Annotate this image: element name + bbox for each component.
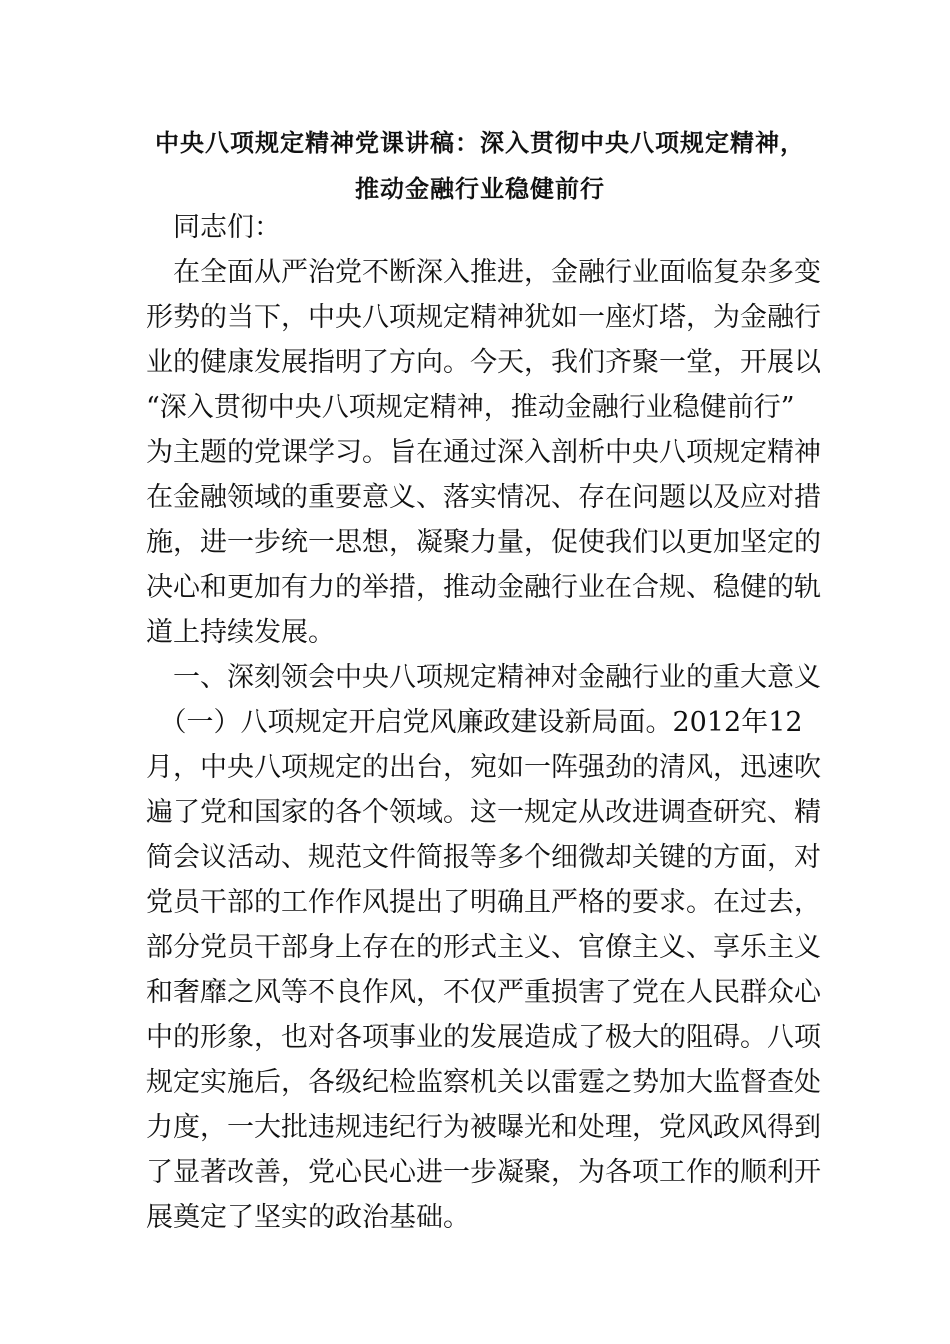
- body-line: 和奢靡之风等不良作风，不仅严重损害了党在人民群众心: [146, 977, 821, 1008]
- body-line: 在全面从严治党不断深入推进，金融行业面临复杂多变: [146, 257, 821, 288]
- body-line: 部分党员干部身上存在的形式主义、官僚主义、享乐主义: [146, 932, 821, 963]
- body-line: 施，进一步统一思想，凝聚力量，促使我们以更加坚定的: [146, 527, 821, 558]
- document-title-line-1: 中央八项规定精神党课讲稿：深入贯彻中央八项规定精神，: [155, 128, 805, 157]
- body-line: 形势的当下，中央八项规定精神犹如一座灯塔，为金融行: [146, 302, 821, 333]
- body-line: 了显著改善，党心民心进一步凝聚，为各项工作的顺利开: [146, 1157, 821, 1188]
- section-heading: 一、深刻领会中央八项规定精神对金融行业的重大意义: [146, 662, 821, 693]
- body-line: 党员干部的工作作风提出了明确且严格的要求。在过去，: [146, 887, 821, 918]
- body-line: 业的健康发展指明了方向。今天，我们齐聚一堂，开展以: [146, 347, 821, 378]
- body-line: “深入贯彻中央八项规定精神，推动金融行业稳健前行”: [146, 392, 795, 423]
- body-line: 在金融领域的重要意义、落实情况、存在问题以及应对措: [146, 482, 821, 513]
- body-line: 力度，一大批违规违纪行为被曝光和处理，党风政风得到: [146, 1112, 821, 1143]
- body-line: 道上持续发展。: [146, 617, 335, 648]
- body-line: 为主题的党课学习。旨在通过深入剖析中央八项规定精神: [146, 437, 821, 468]
- body-line: （一）八项规定开启党风廉政建设新局面。2012年12: [146, 707, 803, 738]
- body-line: 简会议活动、规范文件简报等多个细微却关键的方面，对: [146, 842, 821, 873]
- body-line: 规定实施后，各级纪检监察机关以雷霆之势加大监督查处: [146, 1067, 821, 1098]
- body-line: 同志们：: [146, 212, 281, 243]
- document-title-line-2: 推动金融行业稳健前行: [355, 174, 605, 203]
- body-line: 决心和更加有力的举措，推动金融行业在合规、稳健的轨: [146, 572, 821, 603]
- body-line: 中的形象，也对各项事业的发展造成了极大的阻碍。八项: [146, 1022, 821, 1053]
- body-line: 展奠定了坚实的政治基础。: [146, 1202, 470, 1233]
- body-line: 遍了党和国家的各个领域。这一规定从改进调查研究、精: [146, 797, 821, 828]
- body-line: 月，中央八项规定的出台，宛如一阵强劲的清风，迅速吹: [146, 752, 821, 783]
